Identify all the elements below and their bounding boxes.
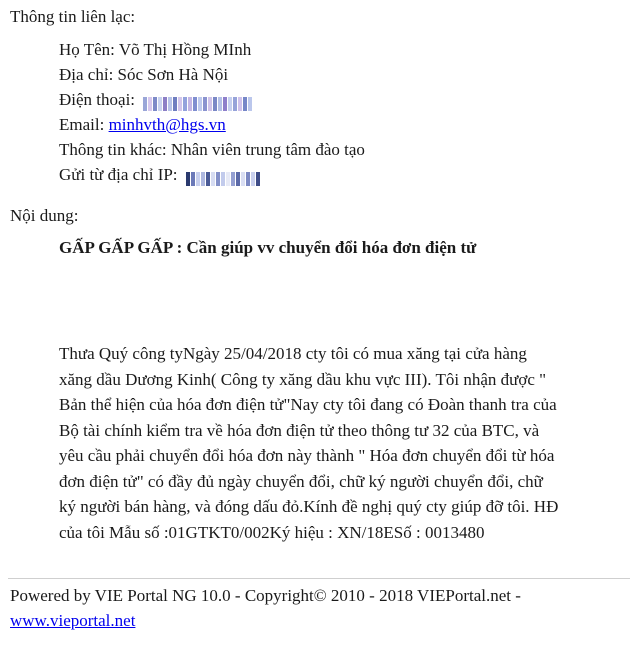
footer-powered-text: Powered by VIE Portal NG 10.0 - Copyright© 2010 - 2018 VIEPortal.net -	[10, 586, 521, 605]
contact-info-heading: Thông tin liên lạc:	[10, 7, 136, 26]
contact-phone-label: Điện thoại:	[59, 90, 136, 109]
contact-ip-label: Gửi từ địa chỉ IP:	[59, 165, 178, 184]
contact-name-row	[59, 37, 365, 62]
contact-email-label: Email:	[59, 115, 105, 134]
contact-ip-row	[59, 162, 365, 187]
contact-email-link[interactable]: minhvth@hgs.vn	[108, 115, 226, 134]
contact-address-label: Địa chỉ:	[59, 65, 114, 84]
footer-divider	[8, 578, 630, 579]
message-body: Thưa Quý công tyNgày 25/04/2018 cty tôi có mua xăng tại cửa hàng xăng dầu Dương Kinh( Công ty xăng dầu khu vực III). Tôi nhận được " Bản thể hiện của hóa đơn điện tử"Nay cty tôi đang có Đoàn thanh tra của Bộ tài chính kiểm tra về hóa đơn điện tử theo thông tư 32 của BTC, và yêu cầu phải chuyển đổi hóa đơn này thành " Hóa đơn chuyển đổi từ hóa đơn điện tử" có đầy đủ ngày chuyển đổi, chữ ký người chuyển đổi, chữ ký người bán hàng, và đóng dấu đỏ.Kính đề nghị quý cty giúp đỡ tôi. HĐ của tôi Mẫu số :01GTKT0/002Ký hiệu : XN/18ESố : 0013480	[59, 344, 559, 542]
contact-other-value: Nhân viên trung tâm đào tạo	[170, 140, 365, 159]
content-heading: Nội dung:	[10, 206, 79, 225]
ip-redacted-pixelation	[186, 168, 261, 182]
contact-email-row	[59, 112, 365, 137]
phone-redacted-pixelation	[143, 93, 253, 107]
contact-address-value: Sóc Sơn Hà Nội	[117, 65, 229, 84]
contact-address-row	[59, 62, 365, 87]
contact-info-block	[59, 37, 365, 187]
contact-other-label: Thông tin khác:	[59, 140, 167, 159]
footer-vieportal-link[interactable]: www.vieportal.net	[10, 611, 136, 630]
contact-phone-row	[59, 87, 365, 112]
message-subject: GẤP GẤP GẤP : Cần giúp vv chuyển đổi hóa đơn điện tử	[59, 238, 477, 257]
contact-name-value: Võ Thị Hồng MInh	[118, 40, 252, 59]
footer	[10, 583, 620, 633]
contact-other-row	[59, 137, 365, 162]
contact-name-label: Họ Tên:	[59, 40, 115, 59]
